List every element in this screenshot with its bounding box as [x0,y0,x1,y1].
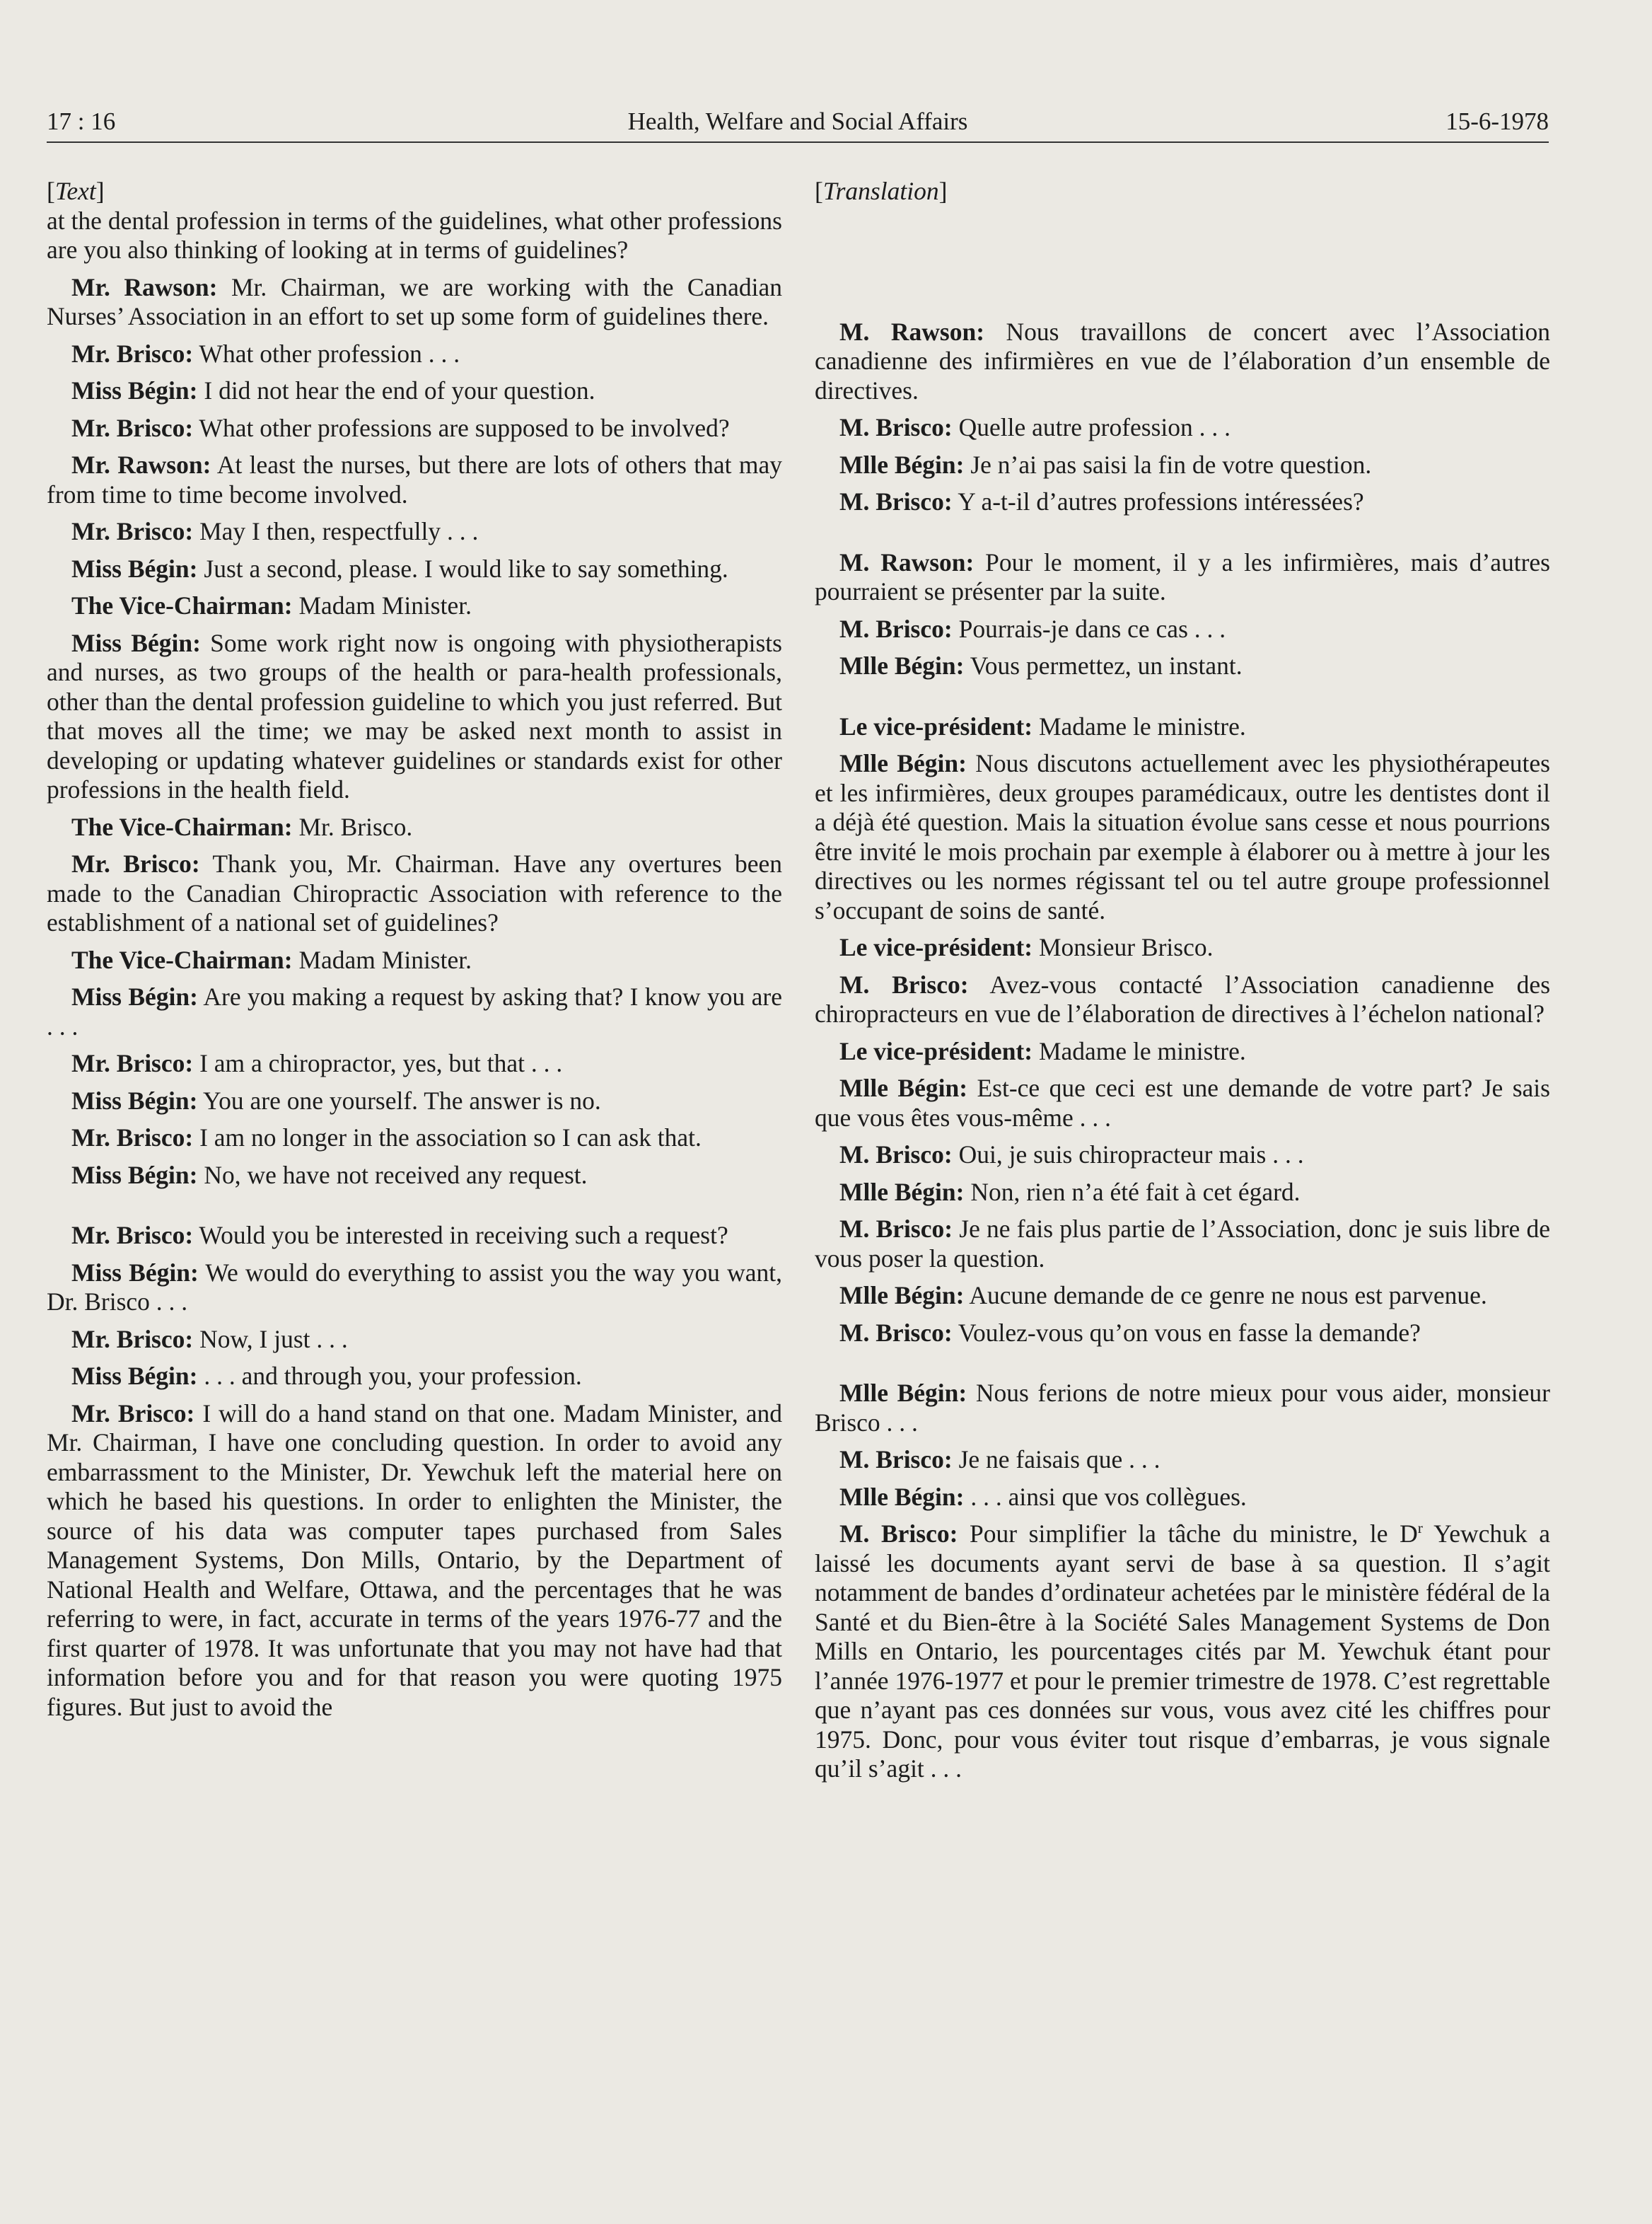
speech-paragraph [47,850,782,938]
speaker-name: M. Brisco: [839,970,969,999]
speech-paragraph [47,1362,782,1391]
speaker-name: Miss Bégin: [71,1160,198,1189]
speech-text: I am no longer in the association so I can ask that. [193,1123,702,1152]
speech-text: Madame le ministre. [1032,712,1246,741]
speech-text: Mr. Chairman, we are working with the Canadian Nurses’ Association in an effort to set up some form of guidelines there. [47,272,782,330]
speaker-name: Mr. Brisco: [71,1398,195,1427]
speech-paragraph [815,712,1550,742]
speech-paragraph [47,340,782,369]
speaker-name: Mlle Bégin: [839,1482,965,1511]
speech-paragraph [47,629,782,805]
speaker-name: Miss Bégin: [71,983,198,1011]
speech-text: Madame le ministre. [1032,1036,1246,1065]
speech-paragraph [815,413,1550,443]
superscript: r [1417,1519,1423,1537]
speaker-name: Mr. Brisco: [71,1324,194,1353]
speaker-name: Mlle Bégin: [839,1074,968,1102]
speech-paragraph [47,946,782,975]
speech-paragraph [815,548,1550,607]
speaker-name: The Vice-Chairman: [71,945,293,974]
speaker-name: Mr. Brisco: [71,517,194,545]
speech-paragraph [815,1483,1550,1512]
speech-paragraph [47,1258,782,1317]
speech-paragraph [815,971,1550,1029]
speech-text: I am a chiropractor, yes, but that . . . [193,1049,563,1077]
speech-text: Aucune demande de ce genre ne nous est parvenue. [964,1281,1487,1309]
speaker-name: M. Brisco: [839,1140,953,1169]
speaker-name: Mr. Rawson: [71,451,211,479]
speaker-name: Mr. Brisco: [71,1221,194,1249]
speech-text: Nous travaillons de concert avec l’Association canadienne des infirmières en vue de l’élaboration d’un ensemble de directives. [815,317,1551,405]
header-rule [47,141,1549,143]
speaker-name: Mr. Brisco: [71,413,194,442]
speech-text: Madam Minister. [292,591,472,620]
speaker-name: M. Brisco: [839,1318,953,1347]
speech-text: What other profession . . . [193,339,460,368]
speech-text: We would do everything to assist you the way you want, Dr. Brisco . . . [47,1258,782,1316]
speech-paragraph [815,1281,1550,1311]
speech-paragraph [47,1399,782,1722]
speech-text: Madam Minister. [292,945,472,974]
speaker-name: Mlle Bégin: [839,1379,967,1407]
speech-paragraph [815,1074,1550,1133]
speech-paragraph [47,591,782,621]
speech-paragraph [47,813,782,842]
speaker-name: Le vice-président: [839,1036,1033,1065]
speech-text: Would you be interested in receiving such a request? [193,1221,728,1249]
speech-text: I will do a hand stand on that one. Madam Minister, and Mr. Chairman, I have one concluding question. In order to avoid any embarrassment to the Minister, Dr. Yewchuk left the material here on which he based his questions. In order to enlighten the Minister, the source of his data was computer tapes purchased from Sales Management Systems, Don Mills, Ontario, by the Department of National Health and Welfare, Ottawa, and the percentages that he was referring to were, in fact, accurate in terms of the years 1976-77 and the first quarter of 1978. It was unfortunate that you may not have had that information before you and for that reason you were quoting 1975 figures. But just to avoid the [47,1398,783,1721]
speaker-name: Mr. Rawson: [71,272,218,301]
speaker-name: The Vice-Chairman: [71,591,293,620]
speaker-name: M. Brisco: [839,487,953,516]
speech-text: . . . and through you, your profession. [197,1362,582,1390]
speech-text: Mr. Brisco. [292,812,413,841]
speech-text: Est-ce que ceci est une demande de votre part? Je sais que vous êtes vous-même . . . [815,1074,1550,1132]
continued-paragraph: at the dental profession in terms of the guidelines, what other professions are you also thinking of looking at in terms of guidelines? [47,206,782,264]
speaker-name: Mlle Bégin: [839,749,967,777]
speaker-name: Le vice-président: [839,712,1033,741]
speech-text: Now, I just . . . [193,1324,348,1353]
speaker-name: M. Rawson: [839,317,985,346]
speaker-name: Miss Bégin: [71,376,198,405]
speech-text: I did not hear the end of your question. [197,376,595,405]
speaker-name: Mlle Bégin: [839,1281,965,1309]
speech-text: . . . ainsi que vos collègues. [964,1482,1247,1511]
speech-text: Non, rien n’a été fait à cet égard. [964,1177,1301,1206]
speech-text: Monsieur Brisco. [1032,933,1214,961]
speaker-name: Miss Bégin: [71,1258,199,1287]
french-column [815,177,1550,1792]
speaker-name: M. Brisco: [839,1445,953,1473]
speech-paragraph [815,1178,1550,1207]
speech-paragraph [815,749,1550,925]
speech-text: Pour le moment, il y a les infirmières, mais d’autres pourraient se présenter par la suite. [815,548,1550,606]
speaker-name: Mlle Bégin: [839,651,965,680]
speech-paragraph [815,1215,1550,1273]
speech-paragraph [47,983,782,1041]
speech-text: Je ne faisais que . . . [952,1445,1161,1473]
speech-text: Pour simplifier la tâche du ministre, le D [958,1519,1418,1548]
running-header [47,108,1549,143]
speech-paragraph [47,1325,782,1355]
header-date: 15-6-1978 [1446,108,1549,135]
speech-text: Je n’ai pas saisi la fin de votre question. [964,450,1372,479]
speaker-name: Mr. Brisco: [71,1123,194,1152]
speech-paragraph [47,1123,782,1153]
speaker-name: Miss Bégin: [71,1362,198,1390]
speech-text: Voulez-vous qu’on vous en fasse la demande? [952,1318,1421,1347]
speech-text: Quelle autre profession . . . [952,413,1231,441]
speaker-name: M. Brisco: [839,1215,953,1243]
speech-text: Pourrais-je dans ce cas . . . [952,614,1226,643]
speech-text: Some work right now is ongoing with physiotherapists and nurses, as two groups of the health or para-health professionals, other than the dental profession guideline to which you just referred. But that moves all the time; we may be asked next month to assist in developing or updating whatever guidelines or standards exist for other professions in the health field. [47,628,782,804]
speech-paragraph [47,273,782,332]
speaker-name: Miss Bégin: [71,1086,198,1115]
english-column [47,177,782,1730]
speech-paragraph [815,651,1550,681]
speech-paragraph [815,933,1550,963]
speaker-name: M. Rawson: [839,548,975,577]
speaker-name: Mr. Brisco: [71,339,194,368]
speech-paragraph [47,555,782,584]
speaker-name: M. Brisco: [839,614,953,643]
speech-text: May I then, respectfully . . . [193,517,479,545]
speech-paragraph [815,1379,1550,1437]
speech-text: Yewchuk a laissé les documents ayant servi de base à sa question. Il s’agit notamment de bandes d’ordinateur achetées par le ministère fédéral de la Santé et du Bien-être à la Société Sales Management Systems de Don Mills en Ontario, les pourcentages cités par M. Yewchuk étant pour l’année 1976-1977 et pour le premier trimestre de 1978. C’est regrettable que n’ayant pas ces données sur vous, vous avez cité les chiffres pour 1975. Donc, pour vous éviter tout risque d’embarras, je vous signale qu’il s’agit . . . [815,1519,1550,1783]
running-title: Health, Welfare and Social Affairs [627,108,968,135]
speaker-name: Miss Bégin: [71,554,198,583]
speech-paragraph [815,1519,1550,1784]
speech-paragraph [47,517,782,547]
speech-text: No, we have not received any request. [197,1160,588,1189]
speaker-name: The Vice-Chairman: [71,812,293,841]
speaker-name: M. Brisco: [839,413,953,441]
speech-paragraph [815,1445,1550,1475]
speech-paragraph [815,451,1550,480]
speech-text: What other professions are supposed to be involved? [193,413,730,442]
speech-text: Nous ferions de notre mieux pour vous aider, monsieur Brisco . . . [815,1379,1551,1437]
speech-paragraph [815,1037,1550,1067]
speech-paragraph [47,1087,782,1116]
speech-paragraph [47,414,782,444]
speech-paragraph [47,1161,782,1191]
speech-text: Avez-vous contacté l’Association canadienne des chiropracteurs en vue de l’élaboration de directives à l’échelon national? [815,970,1551,1028]
speech-paragraph [815,615,1550,644]
speaker-name: Mlle Bégin: [839,1177,965,1206]
speech-text: Je ne fais plus partie de l’Association, donc je suis libre de vous poser la question. [815,1215,1550,1273]
page-number: 17 : 16 [47,108,116,135]
speaker-name: Mr. Brisco: [71,1049,194,1077]
speech-text: Are you making a request by asking that? I know you are . . . [47,983,782,1041]
column-label: [Text] [47,177,105,205]
speech-text: Nous discutons actuellement avec les physiothérapeutes et les infirmières, deux groupes paramédicaux, outre les dentistes dont il a déjà été question. Mais la situation évolue sans cesse et nous pourrions être invité le mois prochain par exemple à élaborer ou à mettre à jour les directives ou les normes régissant tel ou tel autre groupe professionnel s’occupant de soins de santé. [815,749,1550,925]
speech-paragraph [47,451,782,509]
speech-paragraph [815,318,1550,406]
speech-paragraph [815,487,1550,517]
speech-text: Just a second, please. I would like to say something. [197,554,728,583]
column-label: [Translation] [815,177,948,205]
speaker-name: M. Brisco: [839,1519,958,1548]
speech-paragraph [47,376,782,406]
speaker-name: Le vice-président: [839,933,1033,961]
speaker-name: Mr. Brisco: [71,850,200,878]
speech-text: Oui, je suis chiropracteur mais . . . [952,1140,1304,1169]
speech-paragraph [47,1221,782,1251]
speaker-name: Mlle Bégin: [839,450,965,479]
speech-paragraph [815,1140,1550,1170]
speech-text: Y a-t-il d’autres professions intéressées? [952,487,1364,516]
speech-text: You are one yourself. The answer is no. [197,1086,601,1115]
speech-paragraph [47,1049,782,1079]
speech-paragraph [815,1319,1550,1348]
speech-text: Thank you, Mr. Chairman. Have any overtures been made to the Canadian Chiropractic Association with reference to the establishment of a national set of guidelines? [47,850,782,937]
speech-text: At least the nurses, but there are lots of others that may from time to time become involved. [47,451,782,509]
speech-text: Vous permettez, un instant. [964,651,1243,680]
speaker-name: Miss Bégin: [71,628,201,657]
